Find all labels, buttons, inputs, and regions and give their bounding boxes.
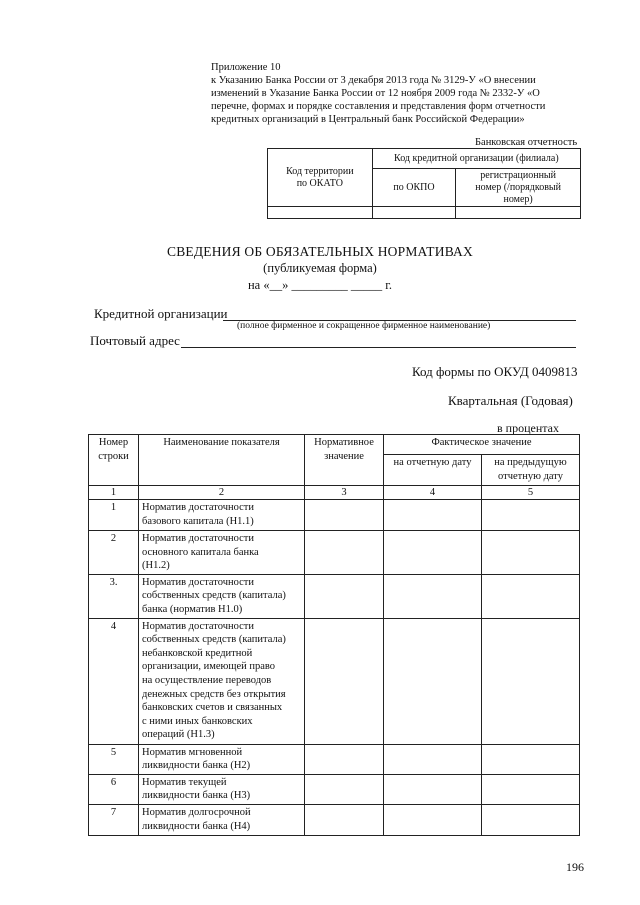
reg-number-header: регистрационный номер (/порядковый номер) [456,169,581,207]
credit-org-code-header: Код кредитной организации (филиала) [372,149,580,169]
normative-value-cell[interactable] [305,744,384,774]
okato-header: Код территории по ОКАТО [268,149,373,207]
column-number: 1 [89,486,139,500]
bank-reporting-label: Банковская отчетность [475,137,578,148]
appendix-line: перечне, формах и порядке составления и представления форм отчетности [211,101,546,112]
units-label: в процентах [497,421,559,435]
row-number: 3. [89,574,139,618]
previous-date-cell[interactable] [482,804,580,835]
table-row [89,531,580,575]
credit-organization-label: Кредитной организации [94,306,228,321]
previous-date-cell[interactable] [482,774,580,804]
reporting-date-cell[interactable] [384,774,482,804]
appendix-line: изменений в Указание Банка России от 12 ноября 2009 года № 2332-У «О [211,88,540,99]
column-number: 3 [305,486,384,500]
okato-value-cell[interactable] [268,207,373,219]
row-number: 4 [89,618,139,744]
previous-date-cell[interactable] [482,744,580,774]
indicator-name: Норматив мгновенной ликвидности банка (Н2) [139,744,305,774]
form-subtitle: (публикуемая форма) [263,261,377,275]
postal-address-field[interactable] [181,347,576,348]
normative-value-cell[interactable] [305,774,384,804]
report-date-line: на «__» _________ _____ г. [247,278,393,292]
indicator-name-header: Наименование показателя [139,435,305,486]
previous-date-cell[interactable] [482,500,580,531]
row-number-header: Номер строки [89,435,139,486]
actual-value-header: Фактическое значение [384,435,580,455]
normative-value-cell[interactable] [305,618,384,744]
reporting-date-cell[interactable] [384,531,482,575]
column-number: 4 [384,486,482,500]
column-number: 2 [139,486,305,500]
previous-date-cell[interactable] [482,574,580,618]
indicator-name: Норматив долгосрочной ликвидности банка (Н4) [139,804,305,835]
indicator-name: Норматив достаточности основного капитала банка (Н1.2) [139,531,305,575]
row-number: 2 [89,531,139,575]
table-row [89,804,580,835]
reporting-date-cell[interactable] [384,744,482,774]
okpo-header: по ОКПО [372,169,456,207]
reg-number-value-cell[interactable] [456,207,581,219]
appendix-line: кредитных организаций в Центральный банк Российской Федерации» [211,114,525,125]
indicator-name: Норматив достаточности собственных средств (капитала) небанковской кредитной организации, имеющей право на осуществление переводов денежных средств без открытия банковских счетов и связанных с ними иных банковских операций (Н1.3) [139,618,305,744]
reporting-date-cell[interactable] [384,574,482,618]
codes-table [267,148,581,219]
row-number: 6 [89,774,139,804]
appendix-reference [211,61,545,126]
column-number: 5 [482,486,580,500]
previous-date-cell[interactable] [482,531,580,575]
row-number: 7 [89,804,139,835]
postal-address-label: Почтовый адрес [90,333,180,348]
appendix-line: к Указанию Банка России от 3 декабря 2013 года № 3129-У «О внесении [211,75,536,86]
reporting-date-cell[interactable] [384,500,482,531]
normative-value-cell[interactable] [305,574,384,618]
indicator-name: Норматив достаточности собственных средств (капитала) банка (норматив Н1.0) [139,574,305,618]
table-row [89,618,580,744]
normative-value-cell[interactable] [305,804,384,835]
table-row [89,574,580,618]
table-row [89,774,580,804]
indicator-name: Норматив достаточности базового капитала (Н1.1) [139,500,305,531]
okud-code: Код формы по ОКУД 0409813 [412,364,578,379]
normative-value-header: Нормативное значение [305,435,384,486]
table-row [89,500,580,531]
reporting-date-cell[interactable] [384,618,482,744]
previous-date-header: на предыдущую отчетную дату [482,455,580,486]
page-number: 196 [566,860,584,874]
ratios-table [88,434,580,836]
reporting-date-cell[interactable] [384,804,482,835]
normative-value-cell[interactable] [305,531,384,575]
periodicity: Квартальная (Годовая) [448,393,573,408]
okpo-value-cell[interactable] [372,207,456,219]
row-number: 1 [89,500,139,531]
table-row [89,744,580,774]
normative-value-cell[interactable] [305,500,384,531]
reporting-date-header: на отчетную дату [384,455,482,486]
credit-organization-hint: (полное фирменное и сокращенное фирменное наименование) [237,321,491,331]
appendix-line: Приложение 10 [211,62,281,73]
indicator-name: Норматив текущей ликвидности банка (Н3) [139,774,305,804]
row-number: 5 [89,744,139,774]
previous-date-cell[interactable] [482,618,580,744]
form-title: СВЕДЕНИЯ ОБ ОБЯЗАТЕЛЬНЫХ НОРМАТИВАХ [167,244,473,259]
